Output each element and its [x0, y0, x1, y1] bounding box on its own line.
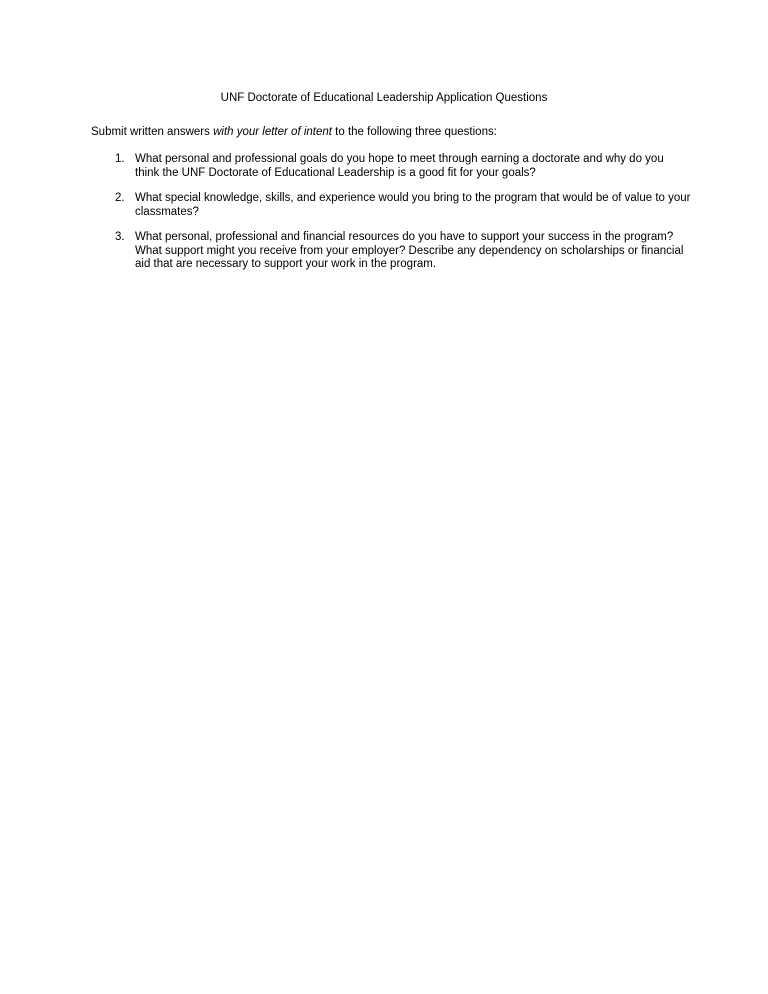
- question-number: 1.: [115, 153, 125, 165]
- instructions-paragraph: [91, 125, 691, 139]
- instructions-text-end: to the following three questions:: [331, 126, 497, 138]
- instructions-text-start: Submit written answers: [91, 126, 214, 138]
- question-text: What personal, professional and financial resources do you have to support your success in the program? What support might you receive from your employer? Describe any dependency on scholarships or financial aid that are necessary to support your work in the program.: [135, 231, 684, 270]
- question-text: What personal and professional goals do you hope to meet through earning a doctorate and why do you think the UNF Doctorate of Educational Leadership is a good fit for your goals?: [135, 153, 664, 179]
- document-title: UNF Doctorate of Educational Leadership Application Questions: [220, 92, 548, 104]
- question-list: [91, 153, 691, 284]
- question-number: 2.: [115, 192, 125, 204]
- question-text: What special knowledge, skills, and experience would you bring to the program that would be of value to your classmates?: [135, 192, 691, 218]
- instructions-emphasis: with your letter of intent: [213, 126, 332, 138]
- question-item-3: [91, 231, 691, 272]
- question-item-1: [91, 153, 691, 180]
- question-number: 3.: [115, 231, 125, 243]
- question-item-2: [91, 192, 691, 219]
